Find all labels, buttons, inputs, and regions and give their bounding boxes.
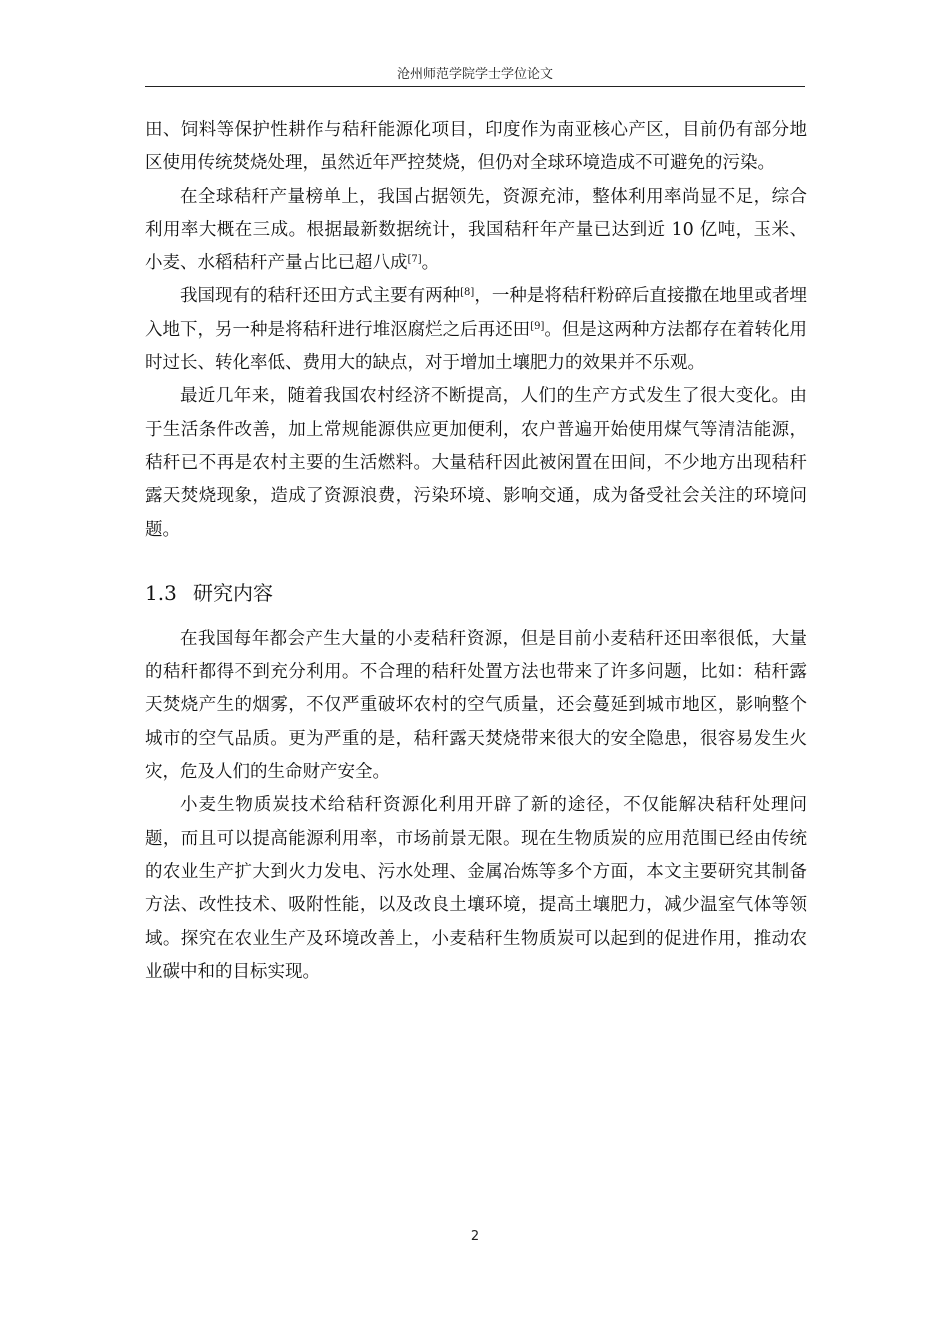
paragraph-text: ，一种是将秸秆粉碎后直接撒在地里或者埋入地下，另一种是将秸秆进行堆沤腐烂之后再还田 xyxy=(145,286,808,340)
paragraph-text: 。但是这两种方法都存在着转化用时过长、转化率低、费用大的缺点，对于增加土壤肥力的效果并不乐观。 xyxy=(145,319,808,374)
citation-ref: [9] xyxy=(530,320,545,332)
page-body xyxy=(145,114,807,989)
paragraph-text: 在全球秸秆产量榜单上，我国占据领先，资源充沛，整体利用率尚显不足，综合利用率大概在三成。根据最新数据统计，我国秸秆年产量已达到近 10 亿吨，玉米、小麦、水稻秸秆产量占比已超八成 xyxy=(145,186,807,274)
paragraph-return-methods xyxy=(145,280,807,380)
paragraph-text: 。 xyxy=(421,253,440,274)
paragraph-text: 我国现有的秸秆还田方式主要有两种 xyxy=(180,286,461,307)
header-rule xyxy=(145,86,805,87)
section-heading xyxy=(145,577,807,609)
running-header: 沧州师范学院学士学位论文 xyxy=(396,67,553,82)
paragraph-continued: 田、饲料等保护性耕作与秸秆能源化项目，印度作为南亚核心产区，目前仍有部分地区使用传统焚烧处理，虽然近年严控焚烧，但仍对全球环境造成不可避免的污染。 xyxy=(145,120,807,174)
paragraph-rural-change: 最近几年来，随着我国农村经济不断提高，人们的生产方式发生了很大变化。由于生活条件改善，加上常规能源供应更加便利，农户普遍开始使用煤气等清洁能源，秸秆已不再是农村主要的生活燃料。大量秸秆因此被闲置在田间，不少地方出现秸秆露天焚烧现象，造成了资源浪费，污染环境、影响交通，成为备受社会关注的环境问题。 xyxy=(145,386,807,540)
paragraph-research-problem: 在我国每年都会产生大量的小麦秸秆资源，但是目前小麦秸秆还田率很低，大量的秸秆都得不到充分利用。不合理的秸秆处置方法也带来了许多问题，比如：秸秆露天焚烧产生的烟雾，不仅严重破坏农村的空气质量，还会蔓延到城市地区，影响整个城市的空气品质。更为严重的是，秸秆露天焚烧带来很大的安全隐患，很容易发生火灾，危及人们的生命财产安全。 xyxy=(145,628,807,783)
page-number: 2 xyxy=(470,1229,480,1244)
section-title: 研究内容 xyxy=(193,580,273,605)
paragraph-research-scope: 小麦生物质炭技术给秸秆资源化利用开辟了新的途径，不仅能解决秸秆处理问题，而且可以提高能源利用率，市场前景无限。现在生物质炭的应用范围已经由传统的农业生产扩大到火力发电、污水处理、金属冶炼等多个方面，本文主要研究其制备方法、改性技术、吸附性能，以及改良土壤环境，提高土壤肥力，减少温室气体等领域。探究在农业生产及环境改善上，小麦秸秆生物质炭可以起到的促进作用，推动农业碳中和的目标实现。 xyxy=(145,795,807,982)
paragraph-straw-output xyxy=(145,181,807,281)
citation-ref: [7] xyxy=(407,254,422,266)
citation-ref: [8] xyxy=(460,287,475,299)
section-number: 1.3 xyxy=(145,580,177,605)
